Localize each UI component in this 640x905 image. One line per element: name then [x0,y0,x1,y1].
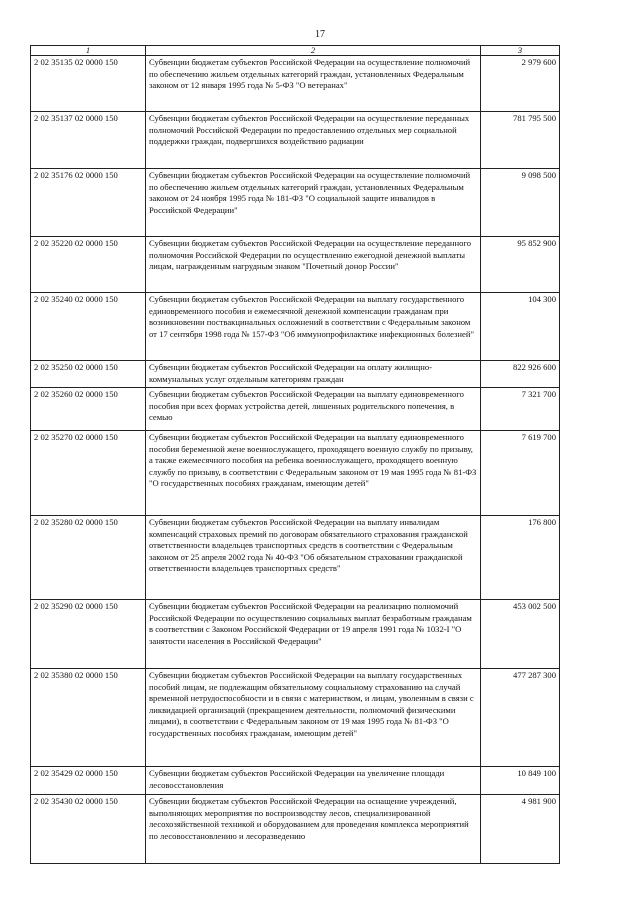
table-row [31,795,560,864]
table-row [31,112,560,169]
budget-table [30,45,560,864]
revenue-amount: 95 852 900 [481,237,560,293]
revenue-amount: 2 979 600 [481,56,560,112]
table-row [31,169,560,237]
revenue-code: 2 02 35290 02 0000 150 [31,600,146,669]
revenue-code: 2 02 35176 02 0000 150 [31,169,146,237]
revenue-code: 2 02 35240 02 0000 150 [31,293,146,361]
revenue-description: Субвенции бюджетам субъектов Российской Федерации на осуществление полномочий по обеспечению жильем отдельных категорий граждан, установленных Федеральным законом от 12 января 1995 года № 5-ФЗ "О ветеранах" [146,56,481,112]
revenue-code: 2 02 35430 02 0000 150 [31,795,146,864]
revenue-amount: 176 800 [481,516,560,600]
revenue-code: 2 02 35250 02 0000 150 [31,361,146,388]
table-row [31,388,560,431]
column-header-1: 1 [31,46,146,56]
revenue-amount: 477 287 300 [481,669,560,767]
revenue-amount: 822 926 600 [481,361,560,388]
revenue-amount: 7 321 700 [481,388,560,431]
revenue-amount: 104 300 [481,293,560,361]
revenue-description: Субвенции бюджетам субъектов Российской Федерации на увеличение площади лесовосстановления [146,767,481,795]
revenue-description: Субвенции бюджетам субъектов Российской Федерации на оплату жилищно-коммунальных услуг отдельным категориям граждан [146,361,481,388]
revenue-description: Субвенции бюджетам субъектов Российской Федерации на осуществление переданного полномочия Российской Федерации по осуществлению ежегодной денежной выплаты лицам, награжденным нагрудным знаком "Почетный донор России" [146,237,481,293]
revenue-description: Субвенции бюджетам субъектов Российской Федерации на выплату государственных пособий лицам, не подлежащим обязательному социальному страхованию на случай временной нетрудоспособности и в связи с материнством, и лицам, уволенным в связи с ликвидацией организаций (прекращением деятельности, полномочий физическими лицами), в соответствии с Федеральным законом от 19 мая 1995 года № 81-ФЗ "О государственных пособиях гражданам, имеющим детей" [146,669,481,767]
revenue-description: Субвенции бюджетам субъектов Российской Федерации на осуществление переданных полномочий Российской Федерации по предоставлению отдельных мер социальной поддержки граждан, подвергшихся воздействию радиации [146,112,481,169]
table-row [31,516,560,600]
table-row [31,669,560,767]
revenue-amount: 781 795 500 [481,112,560,169]
revenue-amount: 9 098 500 [481,169,560,237]
column-header-3: 3 [481,46,560,56]
table-row [31,361,560,388]
table-row [31,600,560,669]
revenue-code: 2 02 35135 02 0000 150 [31,56,146,112]
revenue-description: Субвенции бюджетам субъектов Российской Федерации на оснащение учреждений, выполняющих мероприятия по воспроизводству лесов, специализированной лесохозяйственной техникой и оборудованием для проведения комплекса мероприятий по лесовосстановлению и лесоразведению [146,795,481,864]
revenue-description: Субвенции бюджетам субъектов Российской Федерации на осуществление полномочий по обеспечению жильем отдельных категорий граждан, установленных Федеральным законом от 24 ноября 1995 года № 181-ФЗ "О социальной защите инвалидов в Российской Федерации" [146,169,481,237]
revenue-code: 2 02 35137 02 0000 150 [31,112,146,169]
table-row [31,56,560,112]
revenue-amount: 7 619 700 [481,431,560,516]
revenue-description: Субвенции бюджетам субъектов Российской Федерации на выплату единовременного пособия беременной жене военнослужащего, проходящего военную службу по призыву, а также ежемесячного пособия на ребенка военнослужащего, проходящего военную службу по призыву, в соответствии с Федеральным законом от 19 мая 1995 года № 81-ФЗ "О государственных пособиях гражданам, имеющим детей" [146,431,481,516]
table-row [31,293,560,361]
column-header-2: 2 [146,46,481,56]
revenue-description: Субвенции бюджетам субъектов Российской Федерации на реализацию полномочий Российской Федерации по осуществлению социальных выплат безработным гражданам в соответствии с Законом Российской Федерации от 19 апреля 1991 года № 1032-I "О занятости населения в Российской Федерации" [146,600,481,669]
revenue-code: 2 02 35280 02 0000 150 [31,516,146,600]
revenue-description: Субвенции бюджетам субъектов Российской Федерации на выплату государственного единовременного пособия и ежемесячной денежной компенсации гражданам при возникновении поствакцинальных осложнений в соответствии с Федеральным законом от 17 сентября 1998 года № 157-ФЗ "Об иммунопрофилактике инфекционных болезней" [146,293,481,361]
revenue-code: 2 02 35220 02 0000 150 [31,237,146,293]
page-number: 17 [315,29,325,40]
table-row [31,767,560,795]
table-row [31,431,560,516]
revenue-amount: 10 849 100 [481,767,560,795]
revenue-description: Субвенции бюджетам субъектов Российской Федерации на выплату инвалидам компенсаций страховых премий по договорам обязательного страхования гражданской ответственности владельцев транспортных средств в соответствии с Федеральным законом от 25 апреля 2002 года № 40-ФЗ "Об обязательном страховании гражданской ответственности владельцев транспортных средств" [146,516,481,600]
table-row [31,237,560,293]
revenue-amount: 4 981 900 [481,795,560,864]
revenue-code: 2 02 35429 02 0000 150 [31,767,146,795]
revenue-code: 2 02 35270 02 0000 150 [31,431,146,516]
revenue-description: Субвенции бюджетам субъектов Российской Федерации на выплату единовременного пособия при всех формах устройства детей, лишенных родительского попечения, в семью [146,388,481,431]
revenue-amount: 453 002 500 [481,600,560,669]
revenue-code: 2 02 35260 02 0000 150 [31,388,146,431]
revenue-code: 2 02 35380 02 0000 150 [31,669,146,767]
table-header-row [31,46,560,56]
